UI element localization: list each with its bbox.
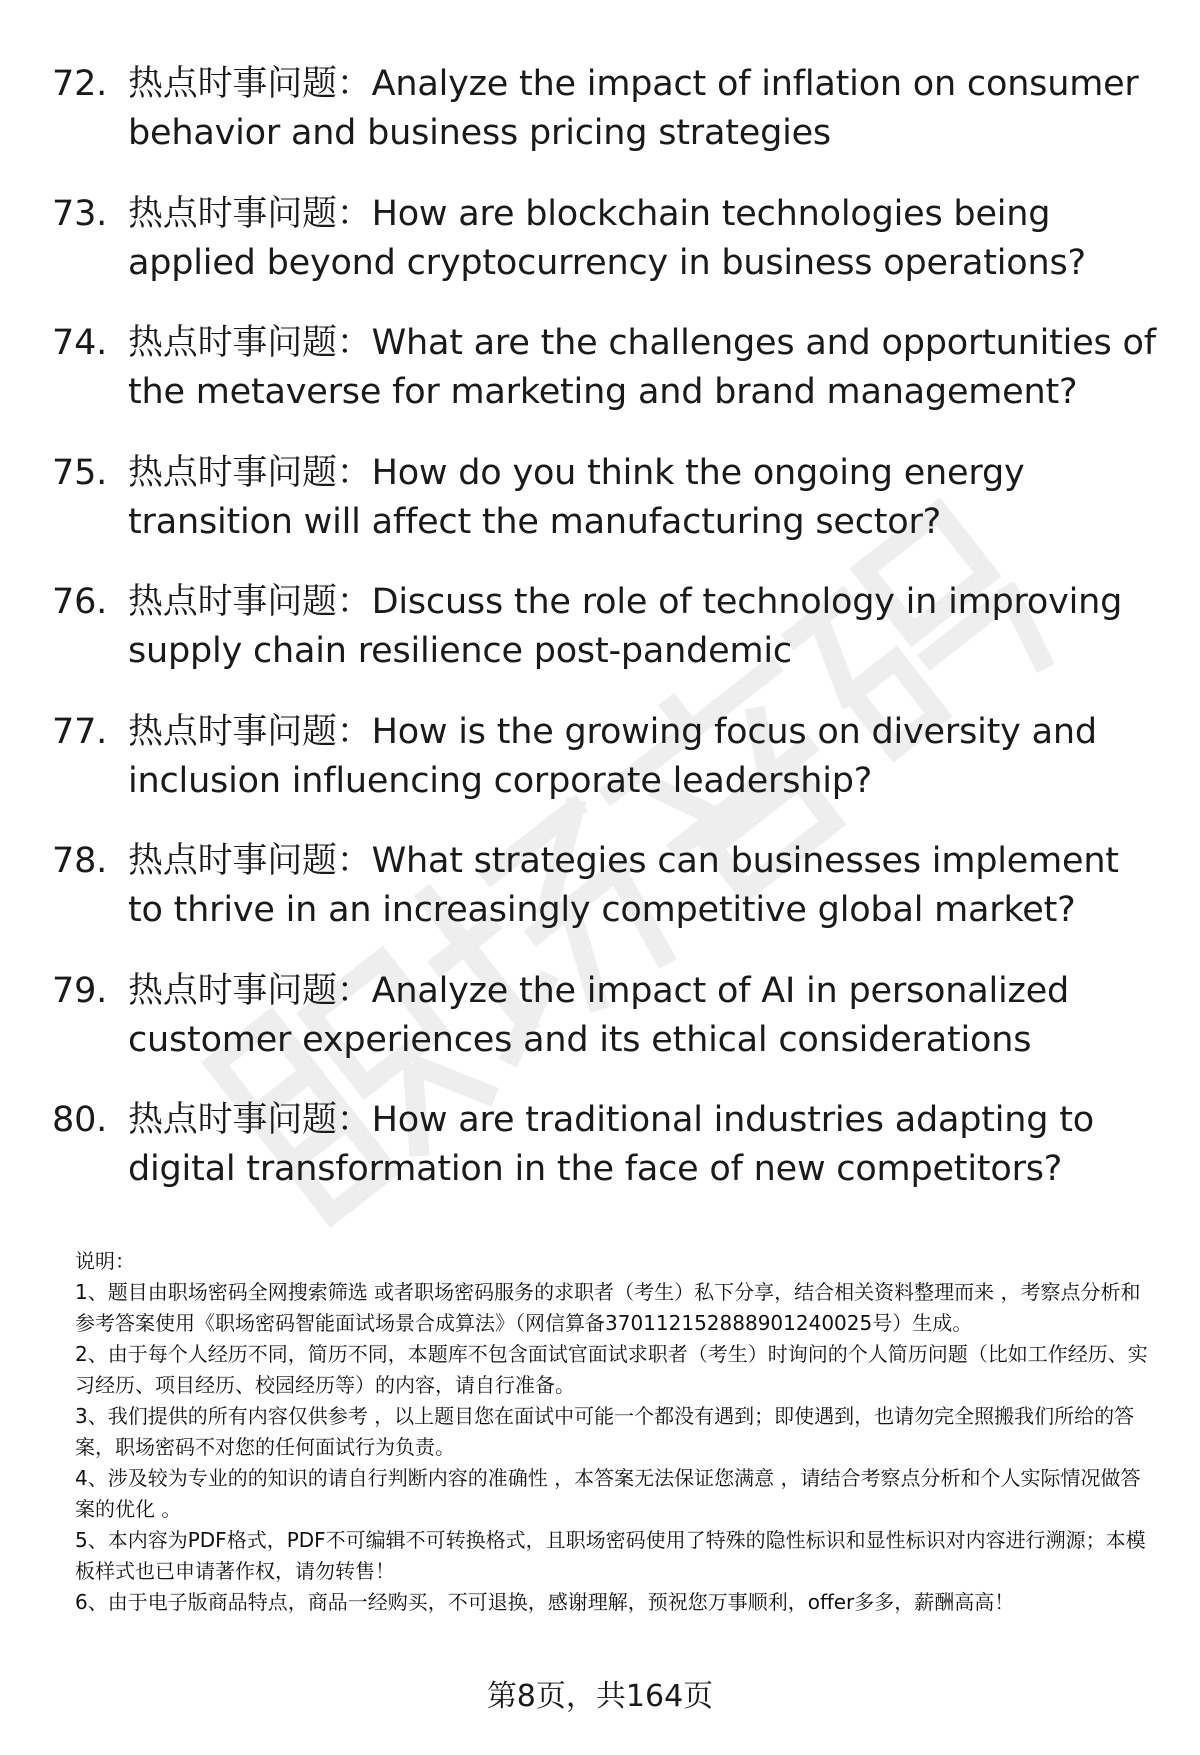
question-text: 热点时事问题：Discuss the role of technology in improving supply chain resilience post-pandemic — [128, 582, 1123, 671]
question-text: 热点时事问题：How is the growing focus on diversity and inclusion influencing corporate leadership? — [128, 711, 1097, 801]
notes-section — [75, 1246, 1155, 1618]
question-text: 热点时事问题：How are blockchain technologies being applied beyond cryptocurrency in business operations? — [128, 193, 1086, 283]
note-item: 2、由于每个人经历不同，简历不同，本题库不包含面试官面试求职者（考生）时询问的个人简历问题（比如工作经历、实习经历、项目经历、校园经历等）的内容，请自行准备。 — [75, 1342, 1148, 1397]
question-text: 热点时事问题：How are traditional industries adapting to digital transformation in the face of new competitors? — [128, 1100, 1094, 1189]
question-text: 热点时事问题：Analyze the impact of AI in personalized customer experiences and its ethical considerations — [128, 970, 1070, 1060]
question-number: 77. — [52, 711, 108, 752]
question-number: 73. — [52, 193, 108, 234]
question-number: 78. — [52, 841, 108, 881]
question-item — [52, 60, 1162, 158]
question-number: 80. — [52, 1100, 108, 1140]
question-number: 75. — [52, 452, 108, 493]
question-text: 热点时事问题：What strategies can businesses implement to thrive in an increasingly competitive global market? — [128, 841, 1119, 930]
question-number: 76. — [52, 582, 108, 622]
question-item — [52, 190, 1162, 288]
question-text: 热点时事问题：How do you think the ongoing energy transition will affect the manufacturing sector? — [128, 452, 1025, 542]
page-number: 第8页，共164页 — [486, 1679, 714, 1714]
question-text: 热点时事问题：Analyze the impact of inflation on consumer behavior and business pricing strategies — [128, 64, 1139, 153]
note-item: 3、我们提供的所有内容仅供参考 ，以上题目您在面试中可能一个都没有遇到；即使遇到，也请勿完全照搬我们所给的答案，职场密码不对您的任何面试行为负责。 — [75, 1404, 1135, 1459]
note-item: 1、题目由职场密码全网搜索筛选 或者职场密码服务的求职者（考生）私下分享，结合相关资料整理而来 ，考察点分析和参考答案使用《职场密码智能面试场景合成算法》（网信算备370112152888901240025号）生成。 — [75, 1280, 1141, 1335]
question-number: 74. — [52, 323, 108, 363]
question-item — [52, 967, 1162, 1065]
note-item: 6、由于电子版商品特点，商品一经购买，不可退换，感谢理解，预祝您万事顺利，offer多多，薪酬高高！ — [75, 1590, 1015, 1614]
question-item — [52, 578, 1162, 676]
question-item — [52, 449, 1162, 547]
question-number: 72. — [52, 64, 108, 104]
question-item — [52, 837, 1162, 935]
note-item: 5、本内容为PDF格式，PDF不可编辑不可转换格式，且职场密码使用了特殊的隐性标识和显性标识对内容进行溯源；本模板样式也已申请著作权，请勿转售！ — [75, 1528, 1146, 1583]
question-list — [52, 60, 1162, 1226]
question-number: 79. — [52, 970, 108, 1011]
note-item: 4、涉及较为专业的的知识的请自行判断内容的准确性 ，本答案无法保证您满意 ，请结合考察点分析和个人实际情况做答案的优化 。 — [75, 1466, 1141, 1521]
question-item — [52, 319, 1162, 417]
notes-heading: 说明： — [75, 1249, 135, 1273]
question-item — [52, 708, 1162, 806]
question-text: 热点时事问题：What are the challenges and opportunities of the metaverse for marketing and brand management? — [128, 323, 1156, 412]
question-item — [52, 1096, 1162, 1194]
